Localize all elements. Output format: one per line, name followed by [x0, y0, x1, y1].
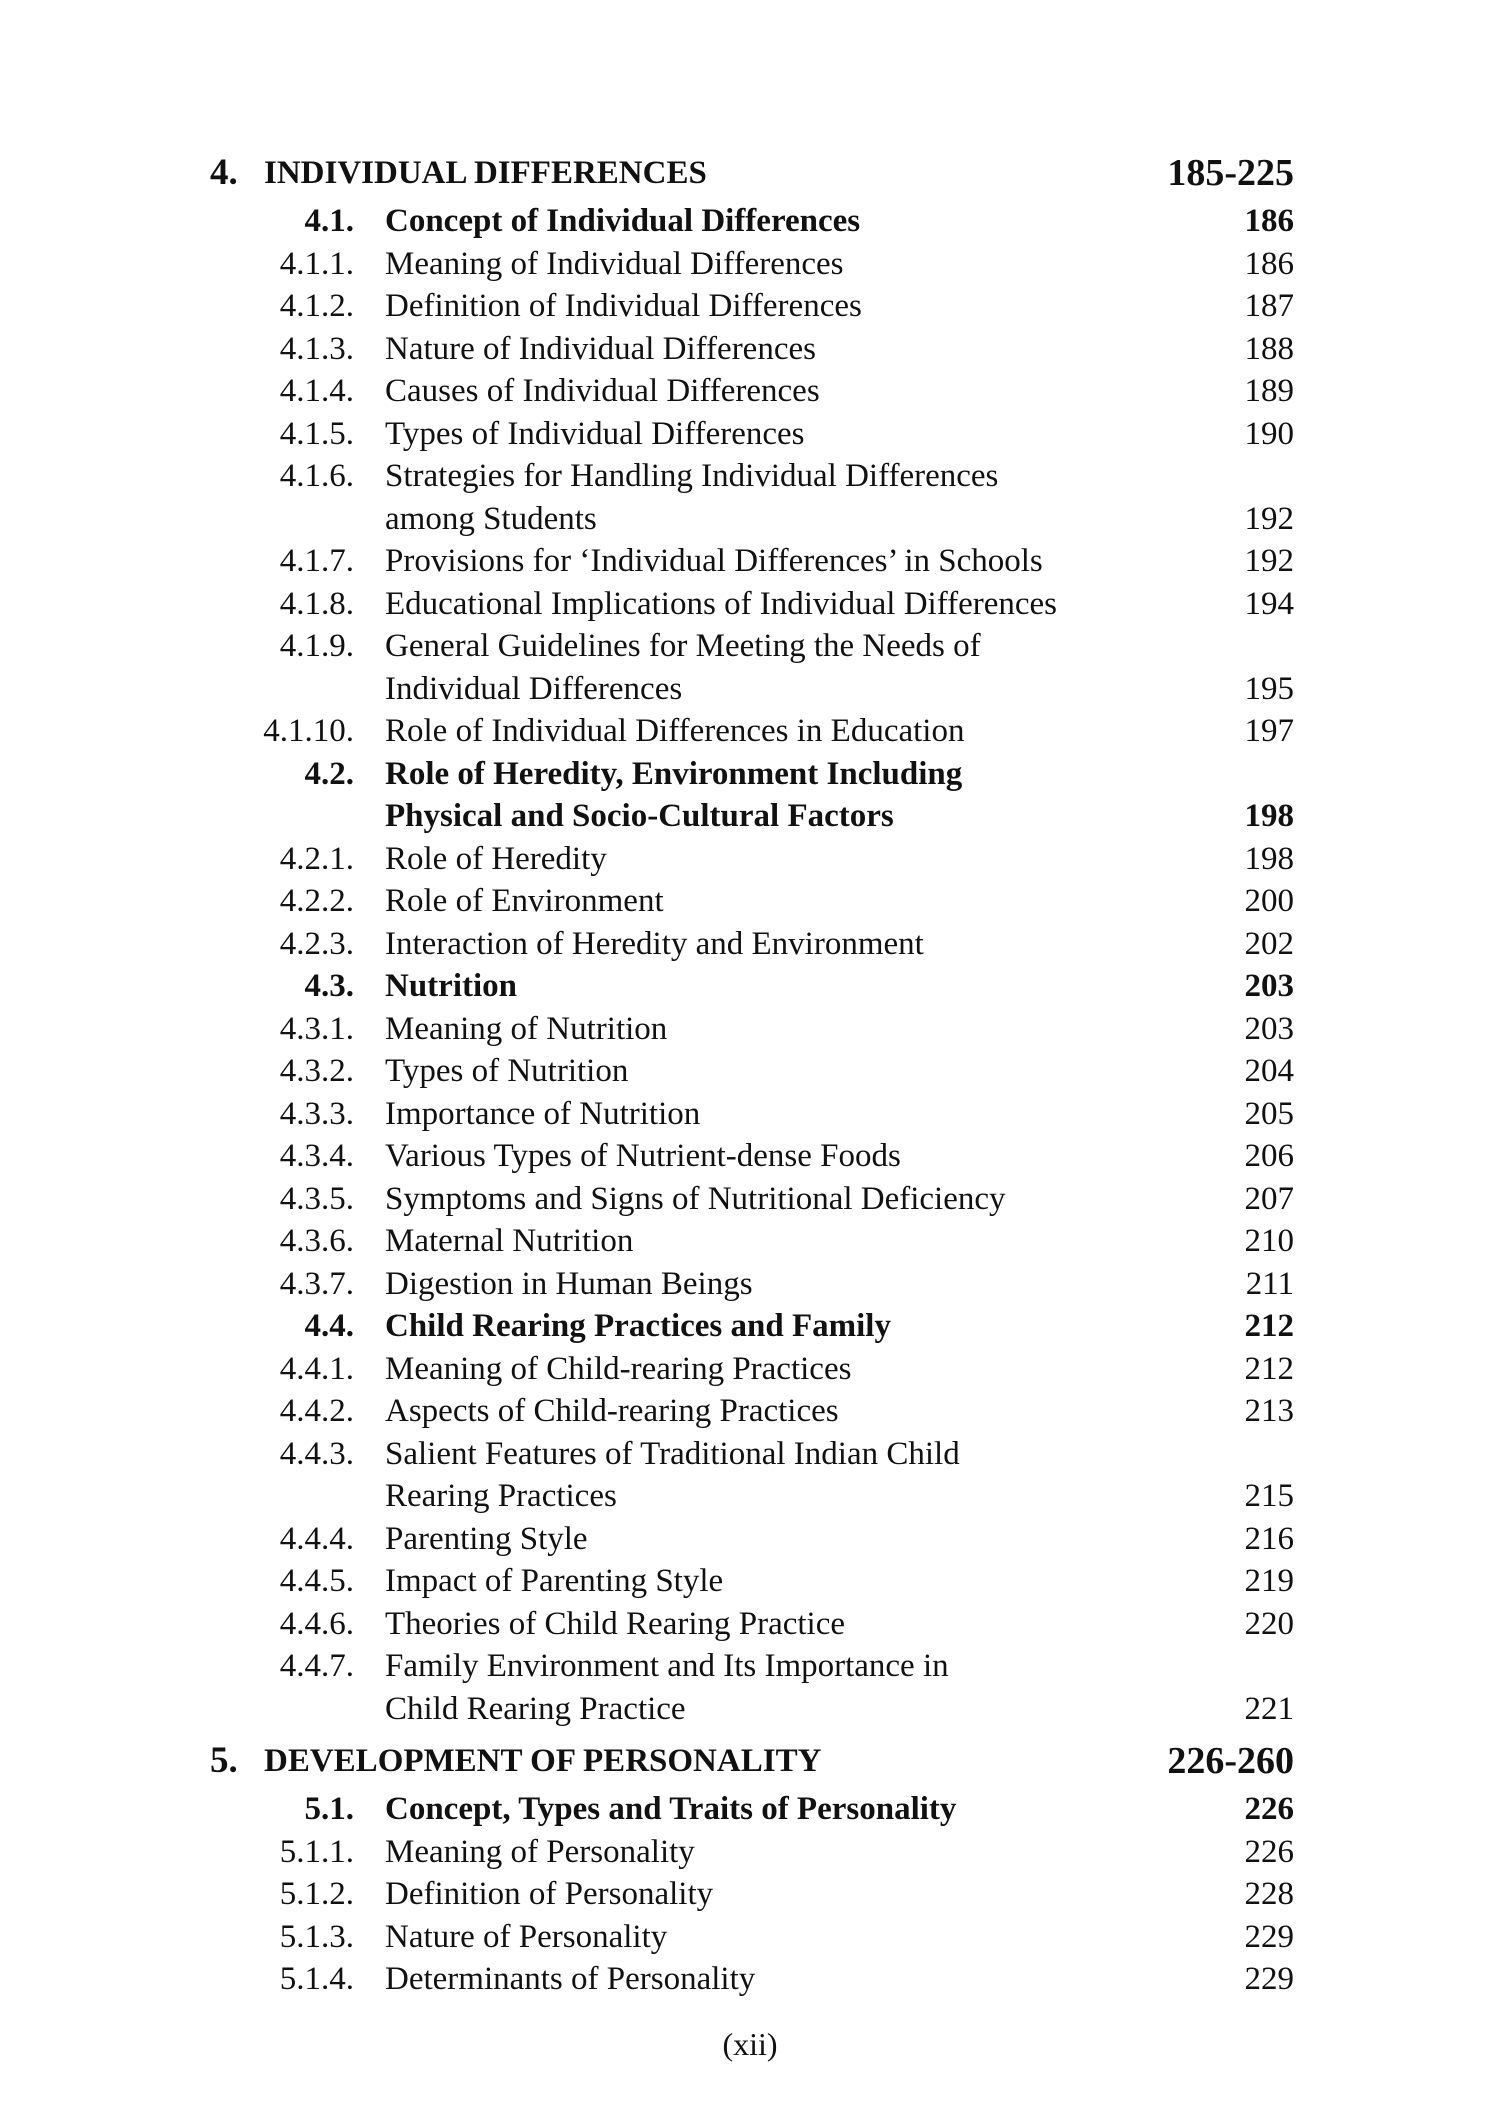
entry-number: 4.3.6.: [279, 1223, 354, 1259]
entry-number: 4.4.6.: [279, 1605, 354, 1642]
toc-row: [0, 838, 1500, 880]
entry-title: Child Rearing Practices and Family: [385, 1308, 891, 1344]
entry-title: Individual Differences: [385, 670, 683, 707]
chapter-row: [0, 1740, 1500, 1782]
entry-page: 213: [1244, 1393, 1294, 1429]
entry-title: Determinants of Personality: [385, 1961, 756, 1997]
entry-title: General Guidelines for Meeting the Needs of: [385, 628, 981, 664]
entry-title: Physical and Socio-Cultural Factors: [385, 798, 894, 834]
entry-page: 226: [1244, 1833, 1294, 1870]
entry-page: 212: [1244, 1350, 1294, 1387]
entry-page: 195: [1244, 670, 1294, 707]
entry-page: 202: [1244, 925, 1294, 962]
entry-number: 4.3.: [304, 968, 354, 1004]
chapter-number: 5.: [210, 1740, 238, 1781]
entry-title: Types of Individual Differences: [385, 415, 805, 452]
entry-number: 4.1.5.: [279, 415, 354, 452]
entry-title: Importance of Nutrition: [385, 1095, 701, 1132]
entry-number: 4.2.: [304, 755, 354, 792]
entry-title: Nutrition: [385, 968, 517, 1004]
entry-number: 4.1.3.: [279, 330, 354, 367]
toc-row: [0, 455, 1500, 497]
toc-row: [0, 1645, 1500, 1687]
toc-row: [0, 1348, 1500, 1390]
entry-title: Meaning of Child-rearing Practices: [385, 1350, 852, 1387]
entry-title: Aspects of Child-rearing Practices: [385, 1393, 839, 1429]
toc-row: [0, 498, 1500, 540]
entry-number: 5.1.3.: [279, 1918, 354, 1955]
toc-row: [0, 243, 1500, 285]
toc-row: [0, 1916, 1500, 1958]
toc-row: [0, 1305, 1500, 1347]
entry-number: 4.3.2.: [279, 1053, 354, 1089]
entry-page: 212: [1244, 1308, 1294, 1344]
entry-title: Nature of Individual Differences: [385, 330, 816, 367]
entry-title: Salient Features of Traditional Indian Child: [385, 1435, 960, 1472]
entry-page: 228: [1244, 1876, 1294, 1912]
entry-page: 220: [1244, 1605, 1294, 1642]
entry-number: 4.4.5.: [279, 1563, 354, 1599]
toc-row: [0, 583, 1500, 625]
entry-number: 4.4.2.: [279, 1393, 354, 1429]
entry-number: 4.4.: [304, 1308, 354, 1344]
toc-row: [0, 710, 1500, 752]
toc-row: [0, 923, 1500, 965]
toc-row: [0, 328, 1500, 370]
entry-number: 4.1.: [304, 203, 354, 239]
entry-page: 206: [1244, 1138, 1294, 1174]
toc-row: [0, 625, 1500, 667]
entry-number: 4.3.3.: [279, 1095, 354, 1132]
entry-title: Meaning of Personality: [385, 1833, 695, 1870]
entry-title: Definition of Personality: [385, 1876, 714, 1912]
toc-row: [0, 1831, 1500, 1873]
entry-title: Role of Individual Differences in Education: [385, 713, 965, 749]
entry-page: 197: [1244, 713, 1294, 749]
toc-row: [0, 1873, 1500, 1915]
toc-row: [0, 753, 1500, 795]
entry-title: Various Types of Nutrient-dense Foods: [385, 1138, 901, 1174]
entry-page: 229: [1244, 1918, 1294, 1955]
entry-page: 205: [1244, 1095, 1294, 1132]
entry-number: 4.2.3.: [279, 925, 354, 962]
toc-row: [0, 1263, 1500, 1305]
toc-row: [0, 795, 1500, 837]
entry-page: 186: [1244, 203, 1294, 239]
entry-page: 189: [1244, 373, 1294, 409]
toc-row: [0, 1390, 1500, 1432]
entry-title: Provisions for ‘Individual Differences’ in Schools: [385, 543, 1043, 579]
entry-title: Strategies for Handling Individual Differences: [385, 458, 999, 494]
entry-number: 4.1.7.: [279, 543, 354, 579]
entry-page: 229: [1244, 1961, 1294, 1997]
toc-row: [0, 1518, 1500, 1560]
entry-page: 190: [1244, 415, 1294, 452]
chapter-page-range: 185-225: [1167, 152, 1294, 194]
entry-title: Role of Heredity: [385, 840, 607, 877]
entry-title: Rearing Practices: [385, 1478, 617, 1514]
entry-title: Symptoms and Signs of Nutritional Deficiency: [385, 1180, 1006, 1217]
entry-page: 210: [1244, 1223, 1294, 1259]
entry-title: Definition of Individual Differences: [385, 288, 862, 324]
toc-row: [0, 1135, 1500, 1177]
toc-row: [0, 1958, 1500, 2000]
entry-page: 215: [1244, 1478, 1294, 1514]
entry-title: Concept of Individual Differences: [385, 203, 861, 239]
toc-row: [0, 200, 1500, 242]
toc-row: [0, 285, 1500, 327]
entry-number: 5.1.2.: [279, 1876, 354, 1912]
entry-page: 198: [1244, 798, 1294, 834]
entry-title: Meaning of Individual Differences: [385, 245, 844, 282]
entry-title: Maternal Nutrition: [385, 1223, 634, 1259]
entry-title: Impact of Parenting Style: [385, 1563, 724, 1599]
toc-row: [0, 1008, 1500, 1050]
entry-page: 207: [1244, 1180, 1294, 1217]
toc-row: [0, 1560, 1500, 1602]
entry-page: 200: [1244, 883, 1294, 919]
entry-page: 192: [1244, 543, 1294, 579]
entry-page: 203: [1244, 968, 1294, 1004]
chapter-title: INDIVIDUAL DIFFERENCES: [264, 155, 707, 191]
toc-row: [0, 880, 1500, 922]
entry-number: 4.4.3.: [279, 1435, 354, 1472]
entry-title: Educational Implications of Individual Differences: [385, 585, 1058, 622]
entry-number: 4.3.4.: [279, 1138, 354, 1174]
entry-number: 5.1.4.: [279, 1961, 354, 1997]
toc-row: [0, 965, 1500, 1007]
toc-row: [0, 668, 1500, 710]
entry-title: among Students: [385, 500, 597, 537]
entry-number: 4.3.1.: [279, 1010, 354, 1047]
toc-row: [0, 1788, 1500, 1830]
entry-number: 4.4.1.: [279, 1350, 354, 1387]
entry-number: 4.2.1.: [279, 840, 354, 877]
entry-title: Concept, Types and Traits of Personality: [385, 1791, 957, 1827]
entry-title: Role of Environment: [385, 883, 664, 919]
toc-row: [0, 540, 1500, 582]
entry-number: 4.4.4.: [279, 1520, 354, 1557]
entry-number: 4.3.7.: [279, 1265, 354, 1302]
entry-title: Theories of Child Rearing Practice: [385, 1605, 846, 1642]
entry-page: 198: [1244, 840, 1294, 877]
entry-title: Digestion in Human Beings: [385, 1265, 753, 1302]
entry-page: 204: [1244, 1053, 1294, 1089]
toc-row: [0, 1178, 1500, 1220]
entry-page: 187: [1244, 288, 1294, 324]
chapter-number: 4.: [210, 152, 238, 193]
toc-row: [0, 1688, 1500, 1730]
toc-row: [0, 413, 1500, 455]
entry-title: Interaction of Heredity and Environment: [385, 925, 924, 962]
entry-number: 4.1.8.: [279, 585, 354, 622]
entry-title: Nature of Personality: [385, 1918, 668, 1955]
entry-title: Types of Nutrition: [385, 1053, 629, 1089]
entry-number: 5.1.1.: [279, 1833, 354, 1870]
chapter-title: DEVELOPMENT OF PERSONALITY: [264, 1743, 822, 1779]
entry-number: 4.1.10.: [263, 713, 354, 749]
entry-number: 4.1.4.: [279, 373, 354, 409]
entry-page: 226: [1244, 1791, 1294, 1827]
entry-page: 186: [1244, 245, 1294, 282]
entry-title: Causes of Individual Differences: [385, 373, 820, 409]
toc-row: [0, 1603, 1500, 1645]
toc-row: [0, 1093, 1500, 1135]
entry-page: 188: [1244, 330, 1294, 367]
toc-row: [0, 1220, 1500, 1262]
entry-page: 203: [1244, 1010, 1294, 1047]
entry-number: 4.1.1.: [279, 245, 354, 282]
toc-row: [0, 1475, 1500, 1517]
chapter-page-range: 226-260: [1167, 1740, 1294, 1782]
entry-title: Child Rearing Practice: [385, 1690, 686, 1727]
entry-page: 221: [1244, 1690, 1294, 1727]
entry-title: Meaning of Nutrition: [385, 1010, 668, 1047]
entry-number: 4.4.7.: [279, 1648, 354, 1684]
entry-number: 5.1.: [304, 1791, 354, 1827]
entry-page: 194: [1244, 585, 1294, 622]
chapter-row: [0, 152, 1500, 194]
entry-number: 4.1.9.: [279, 628, 354, 664]
entry-title: Parenting Style: [385, 1520, 588, 1557]
entry-number: 4.1.6.: [279, 458, 354, 494]
toc-row: [0, 1050, 1500, 1092]
entry-page: 216: [1244, 1520, 1294, 1557]
entry-title: Role of Heredity, Environment Including: [385, 755, 963, 792]
entry-number: 4.2.2.: [279, 883, 354, 919]
page-number-footer: (xii): [722, 2026, 778, 2062]
entry-number: 4.1.2.: [279, 288, 354, 324]
toc-row: [0, 370, 1500, 412]
entry-number: 4.3.5.: [279, 1180, 354, 1217]
toc-row: [0, 1433, 1500, 1475]
entry-page: 192: [1244, 500, 1294, 537]
entry-page: 211: [1245, 1265, 1294, 1302]
entry-title: Family Environment and Its Importance in: [385, 1648, 949, 1684]
entry-page: 219: [1244, 1563, 1294, 1599]
